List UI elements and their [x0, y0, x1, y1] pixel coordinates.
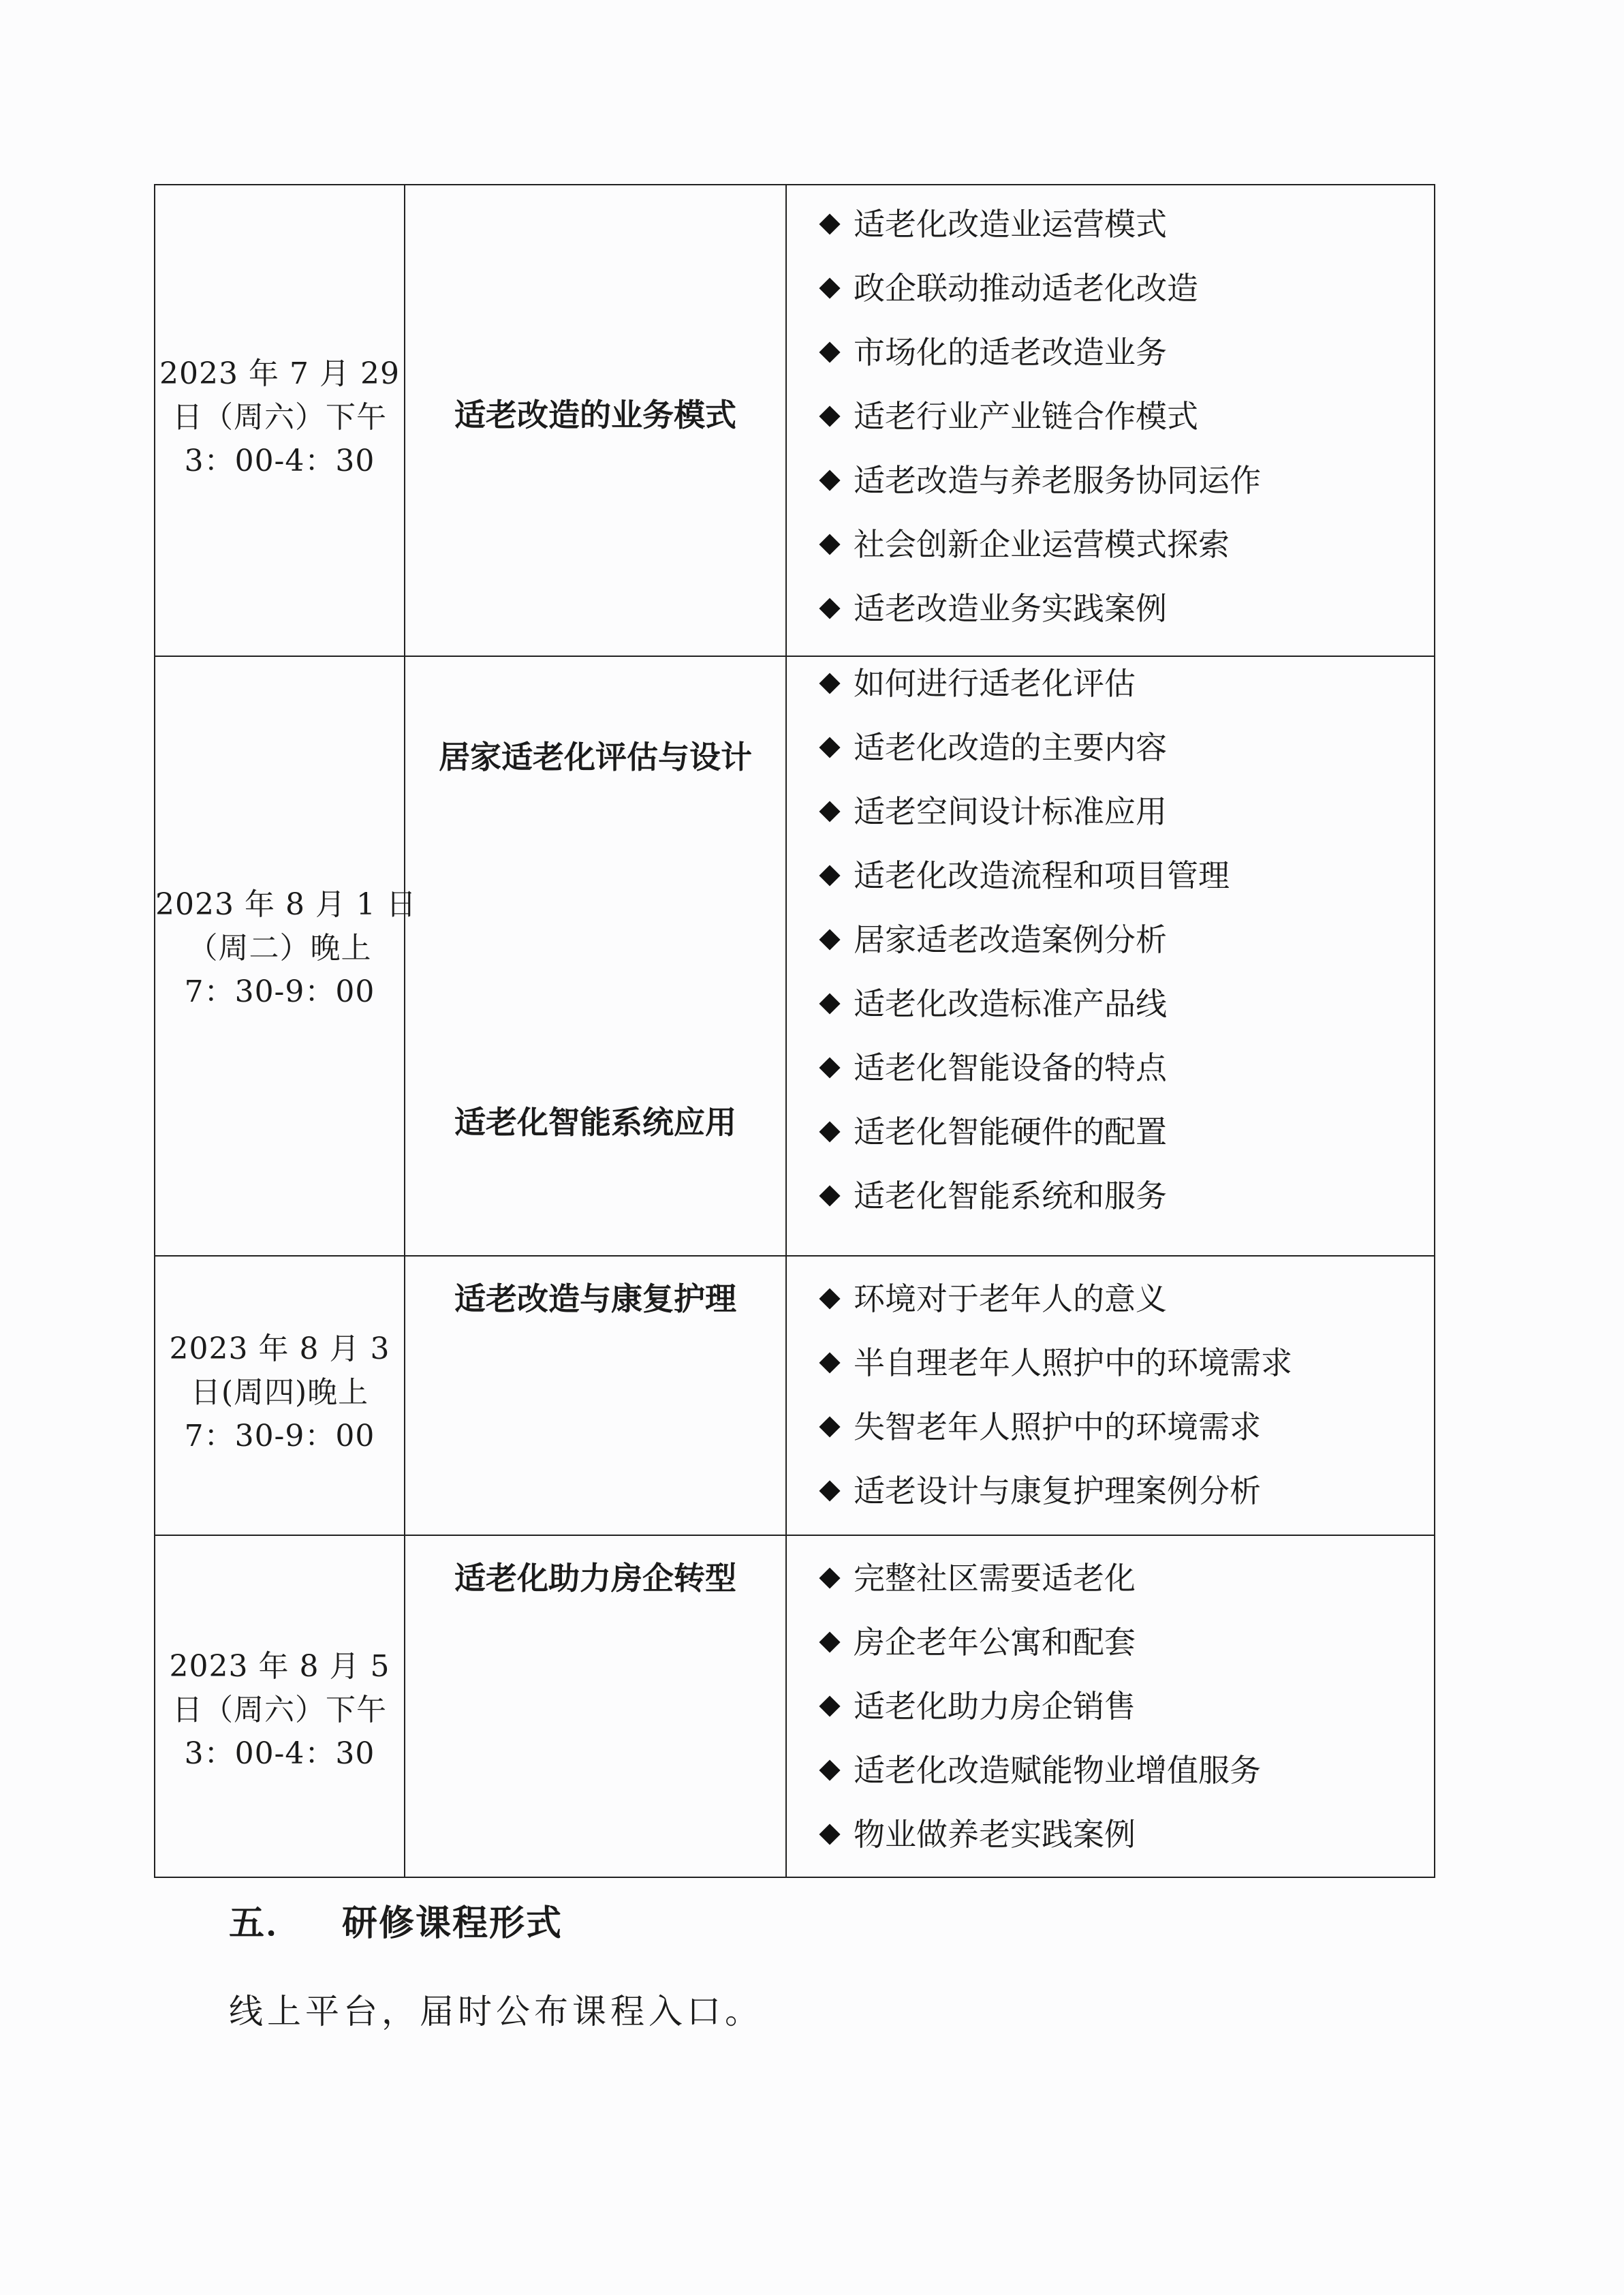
diamond-bullet-icon: [819, 1416, 840, 1437]
list-item: 适老化改造的主要内容: [787, 715, 1434, 780]
topic-item-list: [787, 192, 1434, 641]
date-cell: [155, 1535, 405, 1877]
list-item: 适老设计与康复护理案例分析: [787, 1459, 1434, 1523]
list-item: 适老化改造流程和项目管理: [787, 844, 1434, 908]
diamond-bullet-icon: [819, 341, 840, 363]
list-item: 房企老年公寓和配套: [787, 1610, 1434, 1674]
date-line: 2023 年 8 月 5: [169, 1649, 390, 1684]
schedule-row: [155, 1256, 1435, 1535]
schedule-row: [155, 185, 1435, 656]
list-item: 完整社区需要适老化: [787, 1546, 1434, 1610]
diamond-bullet-icon: [819, 213, 840, 234]
list-item: 如何进行适老化评估: [787, 651, 1434, 715]
date-line: 日（周六）下午: [172, 400, 387, 435]
date-cell: [155, 1256, 405, 1535]
diamond-bullet-icon: [819, 1631, 840, 1652]
schedule-row: [155, 1535, 1435, 1877]
diamond-bullet-icon: [819, 929, 840, 950]
date-line: 3：00-4：30: [184, 1736, 375, 1771]
list-item: 环境对于老年人的意义: [787, 1267, 1434, 1331]
section-title: 研修课程形式: [342, 1903, 563, 1944]
diamond-bullet-icon: [819, 1823, 840, 1845]
diamond-bullet-icon: [819, 1121, 840, 1142]
topic-title: 适老改造与康复护理: [454, 1280, 736, 1317]
items-cell: [786, 185, 1435, 656]
schedule-row: [155, 656, 1435, 1256]
date-cell: [155, 185, 405, 656]
list-item: 适老化改造标准产品线: [787, 972, 1434, 1036]
diamond-bullet-icon: [819, 1185, 840, 1206]
schedule-table: [154, 184, 1435, 1878]
date-line: 日（周六）下午: [172, 1693, 387, 1727]
session-date: [155, 883, 417, 1014]
list-item: 适老改造与养老服务协同运作: [787, 448, 1434, 512]
diamond-bullet-icon: [819, 1567, 840, 1588]
topic-title: 适老改造的业务模式: [454, 397, 736, 433]
list-item: 适老空间设计标准应用: [787, 780, 1434, 844]
diamond-bullet-icon: [819, 1352, 840, 1373]
date-line: 7：30-9：00: [184, 974, 375, 1009]
diamond-bullet-icon: [819, 1288, 840, 1309]
diamond-bullet-icon: [819, 1695, 840, 1716]
topic-cell: [405, 1256, 786, 1535]
list-item: 社会创新企业运营模式探索: [787, 512, 1434, 576]
diamond-bullet-icon: [819, 801, 840, 822]
session-date: [155, 1645, 404, 1776]
date-line: 2023 年 7 月 29: [159, 356, 400, 391]
list-item: 适老行业产业链合作模式: [787, 384, 1434, 448]
diamond-bullet-icon: [819, 469, 840, 491]
topic-cell: [405, 185, 786, 656]
topic-title: 适老化助力房企转型: [454, 1560, 736, 1597]
diamond-bullet-icon: [819, 1759, 840, 1781]
diamond-bullet-icon: [819, 277, 840, 298]
items-cell: [786, 656, 1435, 1256]
diamond-bullet-icon: [819, 993, 840, 1014]
diamond-bullet-icon: [819, 534, 840, 555]
date-line: 7：30-9：00: [184, 1419, 375, 1453]
list-item: 市场化的适老改造业务: [787, 320, 1434, 384]
diamond-bullet-icon: [819, 673, 840, 694]
topic-cell: [405, 1535, 786, 1877]
date-line: 3：00-4：30: [184, 444, 375, 478]
list-item: 适老化改造业运营模式: [787, 192, 1434, 256]
date-line: 日(周四)晚上: [190, 1375, 369, 1410]
list-item: 适老化助力房企销售: [787, 1674, 1434, 1738]
topic-title: 居家适老化评估与设计: [439, 739, 752, 775]
diamond-bullet-icon: [819, 598, 840, 619]
diamond-bullet-icon: [819, 405, 840, 427]
list-item: 适老化改造赋能物业增值服务: [787, 1738, 1434, 1802]
topic-title: 适老化智能系统应用: [454, 1104, 736, 1141]
date-line: 2023 年 8 月 1 日: [155, 887, 417, 922]
list-item: 居家适老改造案例分析: [787, 908, 1434, 972]
list-item: 物业做养老实践案例: [787, 1802, 1434, 1866]
list-item: 半自理老年人照护中的环境需求: [787, 1331, 1434, 1395]
items-cell: [786, 1535, 1435, 1877]
diamond-bullet-icon: [819, 865, 840, 886]
date-line: （周二）晚上: [187, 931, 372, 966]
section-number: 五．: [229, 1903, 303, 1944]
section-heading: [229, 1894, 563, 1945]
items-cell: [786, 1256, 1435, 1535]
session-date: [155, 352, 404, 483]
list-item: 政企联动推动适老化改造: [787, 256, 1434, 320]
list-item: 适老化智能硬件的配置: [787, 1100, 1434, 1164]
list-item: 适老化智能系统和服务: [787, 1164, 1434, 1228]
diamond-bullet-icon: [819, 737, 840, 758]
diamond-bullet-icon: [819, 1057, 840, 1078]
session-date: [155, 1327, 404, 1458]
section-body-text: 线上平台，届时公布课程入口。: [229, 1992, 763, 2031]
topic-item-list: [787, 651, 1434, 1228]
date-cell: [155, 656, 417, 1256]
topic-cell: [405, 656, 786, 1256]
list-item: 适老化智能设备的特点: [787, 1036, 1434, 1100]
topic-item-list: [787, 1546, 1434, 1866]
diamond-bullet-icon: [819, 1480, 840, 1501]
list-item: 失智老年人照护中的环境需求: [787, 1395, 1434, 1459]
date-line: 2023 年 8 月 3: [169, 1331, 390, 1366]
list-item: 适老改造业务实践案例: [787, 576, 1434, 641]
topic-item-list: [787, 1267, 1434, 1523]
